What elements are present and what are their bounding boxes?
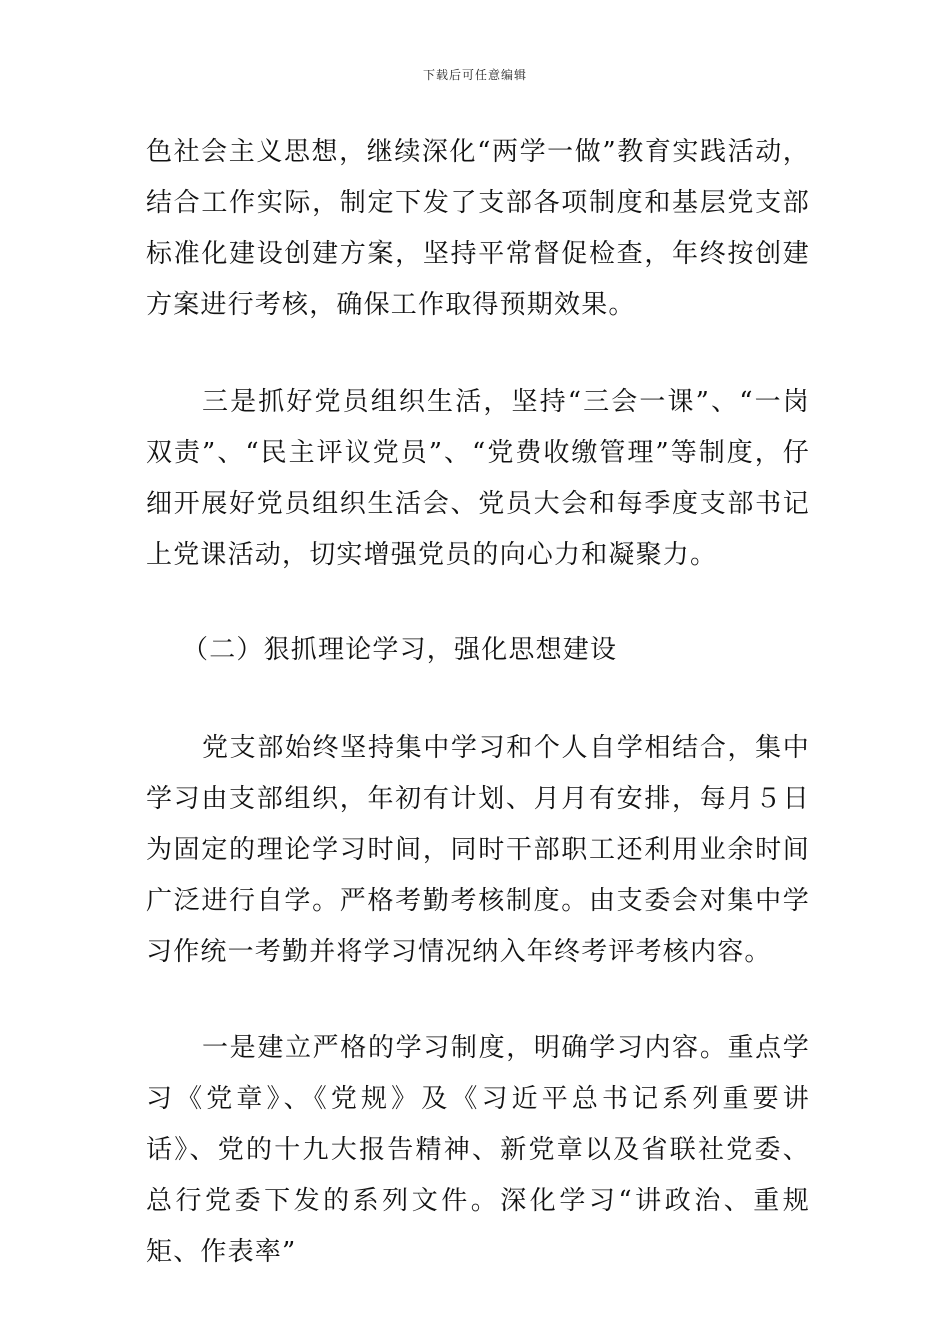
header-note: 下载后可任意编辑	[422, 68, 527, 82]
paragraph-study-system: 一是建立严格的学习制度，明确学习内容。重点学习《党章》、《党规》及《习近平总书记系列重要讲话》、党的十九大报告精神、新党章以及省联社党委、总行党委下发的系列文件。深化学习“讲政治、重规矩、作表率”	[146, 1033, 810, 1267]
paragraph-study-overview: 党支部始终坚持集中学习和个人自学相结合，集中学习由支部组织，年初有计划、月月有安排，每月５日为固定的理论学习时间，同时干部职工还利用业余时间广泛进行自学。严格考勤考核制度。由支委会对集中学习作统一考勤并将学习情况纳入年终考评考核内容。	[146, 733, 810, 967]
section-heading: （二）狠抓理论学习，强化思想建设	[182, 635, 618, 665]
paragraph-continuation: 色社会主义思想，继续深化“两学一做”教育实践活动，结合工作实际，制定下发了支部各项制度和基层党支部标准化建设创建方案，坚持平常督促检查，年终按创建方案进行考核，确保工作取得预期效果。	[146, 137, 810, 320]
paragraph-party-life: 三是抓好党员组织生活，坚持“三会一课”、“一岗双责”、“民主评议党员”、“党费收缴管理”等制度，仔细开展好党员组织生活会、党员大会和每季度支部书记上党课活动，切实增强党员的向心力和凝聚力。	[146, 387, 810, 570]
